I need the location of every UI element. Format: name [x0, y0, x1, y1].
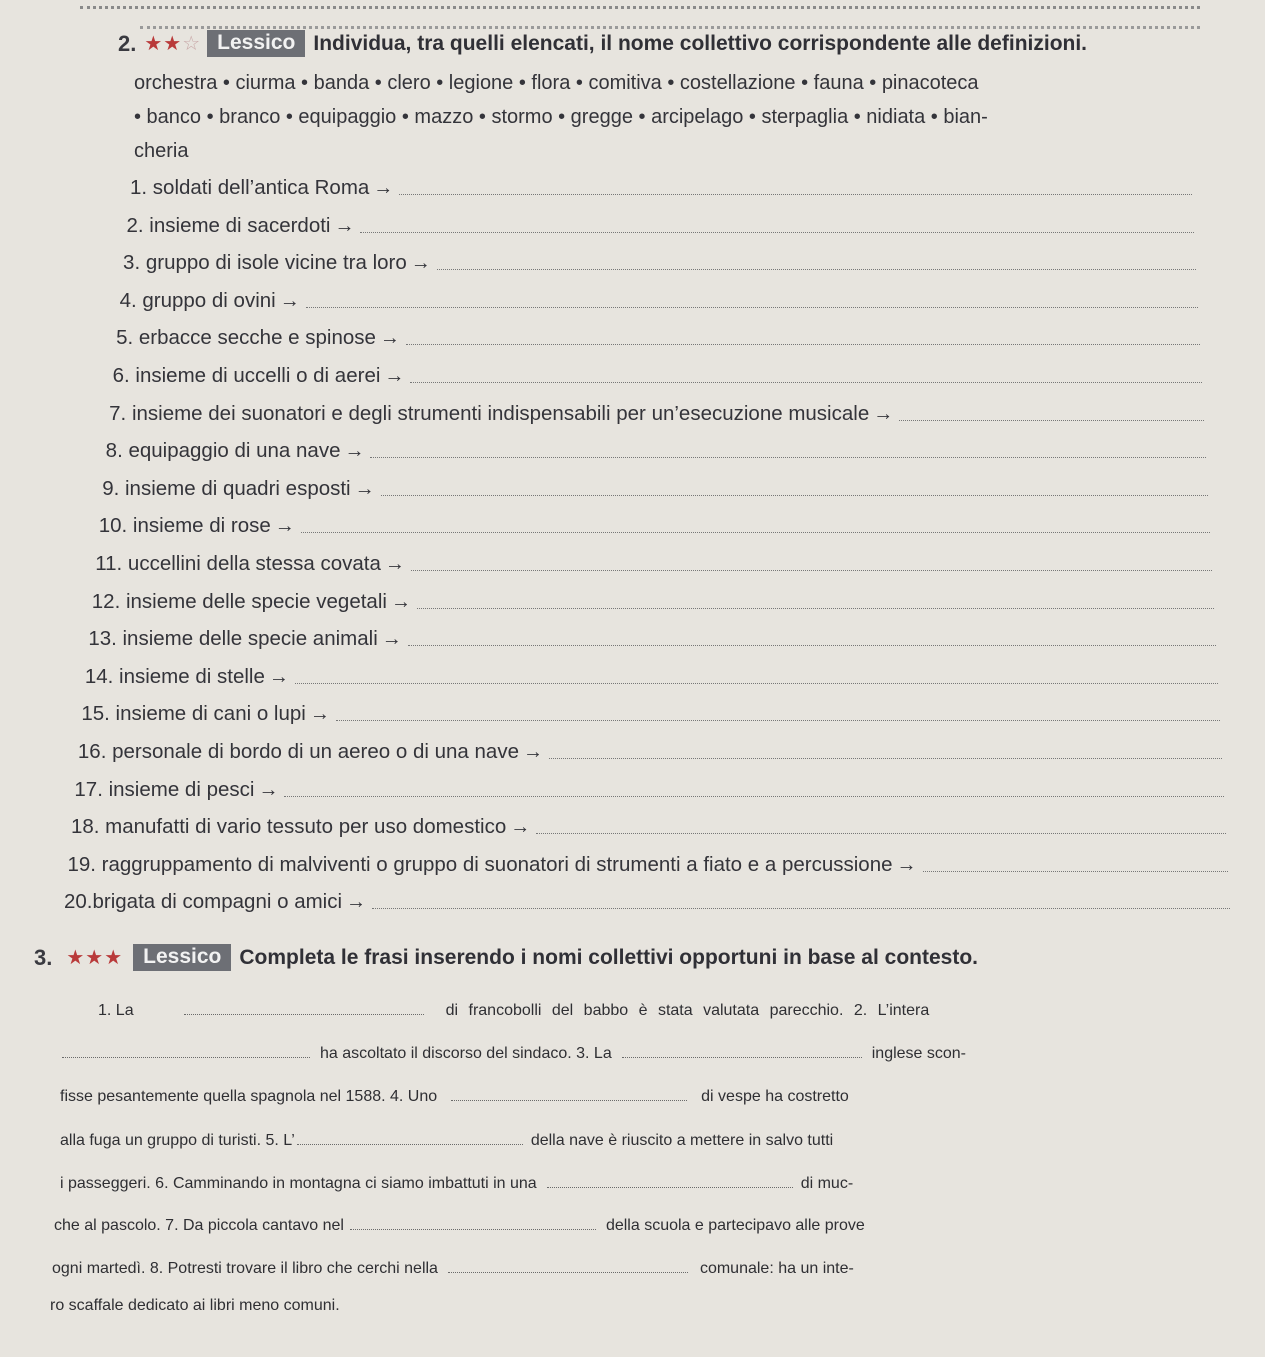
arrow-right-icon: → [346, 891, 367, 914]
paragraph-line-6 [54, 1211, 1254, 1235]
text-segment: di vespe ha costretto [701, 1088, 849, 1105]
arrow-right-icon: → [309, 703, 330, 726]
answer-line[interactable] [301, 531, 1210, 533]
answer-line[interactable] [549, 757, 1222, 759]
definition-text: 5. erbacce secche e spinose [116, 326, 376, 350]
paragraph-line-1 [98, 996, 1238, 1020]
answer-line[interactable] [923, 870, 1228, 872]
definition-item [67, 853, 1228, 877]
answer-line[interactable] [336, 719, 1220, 721]
word-bank-line: cheria [134, 140, 189, 162]
answer-blank[interactable] [297, 1126, 523, 1145]
arrow-right-icon: → [390, 590, 411, 613]
answer-line[interactable] [536, 832, 1226, 834]
definition-text: 4. gruppo di ovini [119, 288, 276, 312]
definition-item [102, 477, 1208, 501]
definition-text: 19. raggruppamento di malviventi o gruppo di suonatori di strumenti a fiato e a percussione [67, 852, 893, 876]
text-segment: ro scaffale dedicato ai libri meno comuni. [50, 1297, 340, 1314]
definition-text: 9. insieme di quadri esposti [102, 476, 351, 500]
definition-text: 1. soldati dell’antica Roma [130, 176, 370, 199]
exercise-number: 2. [118, 30, 137, 56]
arrow-right-icon: → [268, 665, 289, 688]
definition-item [130, 176, 1192, 200]
arrow-right-icon: → [410, 252, 431, 275]
paragraph-line-3 [60, 1082, 1250, 1106]
definition-item [113, 364, 1202, 388]
paragraph-line-8 [50, 1297, 1250, 1315]
word-bank [134, 66, 1194, 168]
text-segment: che al pascolo. 7. Da piccola cantavo nel [54, 1217, 344, 1234]
answer-line[interactable] [417, 607, 1214, 609]
answer-blank[interactable] [350, 1211, 596, 1230]
definition-item [120, 289, 1198, 313]
definition-text: 13. insieme delle specie animali [88, 627, 378, 651]
definition-text: 20.brigata di compagni o amici [64, 890, 343, 914]
arrow-right-icon: → [522, 741, 543, 763]
top-dotted-border [80, 6, 1200, 19]
arrow-right-icon: → [373, 177, 394, 199]
answer-line[interactable] [406, 343, 1200, 345]
lessico-badge: Lessico [207, 30, 305, 57]
text-segment: inglese scon- [871, 1045, 967, 1062]
definition-text: 6. insieme di uccelli o di aerei [112, 364, 381, 387]
arrow-right-icon: → [274, 515, 295, 538]
definition-text: 10. insieme di rose [98, 514, 271, 538]
arrow-right-icon: → [258, 778, 279, 801]
text-segment: alla fuga un gruppo di turisti. 5. L’ [60, 1132, 295, 1149]
answer-line[interactable] [410, 381, 1202, 383]
definition-item [127, 214, 1194, 238]
answer-line[interactable] [306, 306, 1198, 308]
answer-line[interactable] [411, 569, 1212, 571]
arrow-right-icon: → [384, 553, 405, 575]
arrow-right-icon: → [379, 327, 400, 350]
arrow-right-icon: → [510, 816, 531, 839]
lessico-badge: Lessico [133, 944, 231, 971]
definition-item [88, 627, 1216, 651]
answer-line[interactable] [408, 644, 1216, 646]
definition-item [123, 251, 1196, 275]
definition-text: 18. manufatti di vario tessuto per uso domestico [70, 815, 507, 839]
exercise-instruction: Completa le frasi inserendo i nomi collettivi opportuni in base al contesto. [239, 945, 978, 969]
paragraph-line-4 [60, 1126, 1250, 1150]
definition-item [109, 402, 1204, 426]
exercise-instruction: Individua, tra quelli elencati, il nome collettivo corrispondente alle definizioni. [313, 31, 1088, 55]
answer-line[interactable] [372, 907, 1230, 909]
answer-line[interactable] [381, 494, 1208, 496]
definition-text: 17. insieme di pesci [74, 777, 255, 801]
definition-text: 15. insieme di cani o lupi [81, 702, 306, 726]
text-segment: della nave è riuscito a mettere in salvo tutti [530, 1132, 834, 1149]
text-segment: fisse pesantemente quella spagnola nel 1588. 4. Uno [60, 1088, 438, 1105]
answer-blank[interactable] [184, 996, 424, 1015]
paragraph-line-2 [62, 1039, 1242, 1063]
exercise-2-header [118, 30, 1218, 57]
answer-line[interactable] [284, 795, 1224, 797]
arrow-right-icon: → [384, 365, 405, 387]
answer-blank[interactable] [547, 1169, 793, 1188]
definition-item [99, 514, 1210, 538]
arrow-right-icon: → [381, 628, 402, 651]
text-segment: i passeggeri. 6. Camminando in montagna ci siamo imbattuti in una [60, 1175, 537, 1192]
definition-item [64, 890, 1230, 914]
definition-text: 8. equipaggio di una nave [105, 439, 341, 463]
paragraph-line-5 [60, 1169, 1250, 1193]
answer-line[interactable] [437, 268, 1196, 270]
arrow-right-icon: → [873, 402, 894, 425]
definition-item [81, 702, 1220, 726]
arrow-right-icon: → [354, 477, 375, 500]
paragraph-line-7 [52, 1254, 1257, 1278]
definition-item [92, 590, 1214, 614]
arrow-right-icon: → [279, 289, 300, 312]
answer-line[interactable] [295, 682, 1218, 684]
answer-blank[interactable] [62, 1039, 310, 1058]
answer-blank[interactable] [622, 1039, 862, 1058]
arrow-right-icon: → [344, 440, 365, 463]
answer-line[interactable] [370, 456, 1206, 458]
answer-line[interactable] [399, 193, 1192, 195]
text-segment: di muc- [800, 1175, 854, 1192]
exercise-number: 3. [34, 944, 53, 970]
definition-item [95, 552, 1212, 576]
definition-item [85, 665, 1218, 689]
definition-text: 2. insieme di sacerdoti [126, 213, 331, 237]
definition-item [78, 740, 1222, 764]
text-segment: ha ascoltato il discorso del sindaco. 3. La [320, 1045, 612, 1062]
answer-line[interactable] [360, 231, 1194, 233]
answer-blank[interactable] [451, 1082, 687, 1101]
definition-text: 7. insieme dei suonatori e degli strumenti indispensabili per un’esecuzione musicale [109, 401, 870, 425]
definition-text: 16. personale di bordo di un aereo o di una nave [77, 740, 519, 763]
definition-item [106, 439, 1206, 463]
definition-item [74, 778, 1224, 802]
answer-line[interactable] [899, 419, 1204, 421]
text-segment: 1. La [98, 1002, 134, 1019]
definition-text: 12. insieme delle specie vegetali [91, 589, 387, 613]
difficulty-stars: ★★★ [66, 947, 124, 969]
definition-item [116, 326, 1200, 350]
arrow-right-icon: → [334, 214, 355, 237]
definition-text: 14. insieme di stelle [84, 664, 265, 688]
word-bank-line: orchestra • ciurma • banda • clero • legione • flora • comitiva • costellazione • fauna • pinacoteca [134, 72, 979, 94]
answer-blank[interactable] [448, 1254, 688, 1273]
arrow-right-icon: → [896, 853, 917, 876]
text-segment: della scuola e partecipavo alle prove [605, 1217, 865, 1234]
text-segment: comunale: ha un inte- [699, 1260, 854, 1277]
definition-text: 11. uccellini della stessa covata [95, 552, 381, 575]
definition-item [71, 815, 1226, 839]
text-segment: di francobolli del babbo è stata valutata parecchio. 2. L’intera [445, 1002, 930, 1019]
definition-text: 3. gruppo di isole vicine tra loro [123, 251, 407, 275]
exercise-3-header [34, 944, 1234, 971]
difficulty-stars: ★★☆ [144, 33, 202, 55]
word-bank-line: • banco • branco • equipaggio • mazzo • stormo • gregge • arcipelago • sterpaglia • nidiata • bian- [134, 106, 988, 128]
text-segment: ogni martedì. 8. Potresti trovare il libro che cerchi nella [52, 1260, 438, 1277]
